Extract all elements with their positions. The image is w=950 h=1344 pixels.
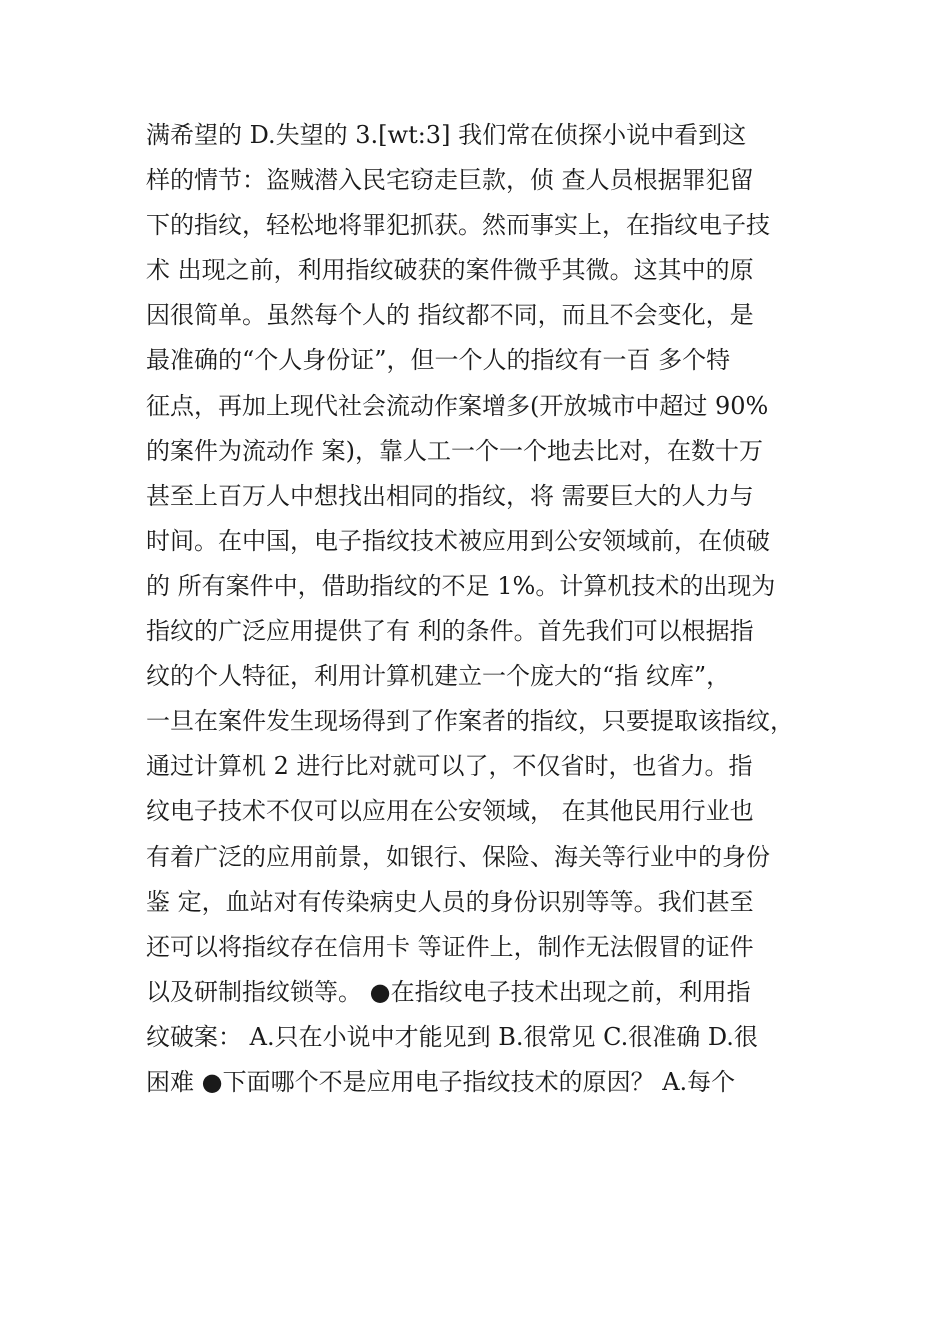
text-line: 因很简单。虽然每个人的 指纹都不同，而且不会变化，是 (146, 301, 754, 330)
text-line: 最准确的“个人身份证”，但一个人的指纹有一百 多个特 (146, 346, 731, 375)
text-line: 一旦在案件发生现场得到了作案者的指纹，只要提取该指纹， (146, 707, 794, 736)
text-line: 的 所有案件中，借助指纹的不足 1%。计算机技术的出现为 (146, 571, 776, 600)
text-line: 困难 ●下面哪个不是应用电子指纹技术的原因？ A.每个 (146, 1067, 736, 1096)
text-line: 甚至上百万人中想找出相同的指纹，将 需要巨大的人力与 (146, 481, 754, 510)
text-line: 指纹的广泛应用提供了有 利的条件。首先我们可以根据指 (146, 617, 754, 646)
text-line: 以及研制指纹锁等。 ●在指纹电子技术出现之前，利用指 (146, 977, 751, 1006)
text-line: 样的情节：盗贼潜入民宅窃走巨款，侦 查人员根据罪犯留 (146, 166, 754, 195)
text-line: 征点，再加上现代社会流动作案增多(开放城市中超过 90% (146, 391, 769, 420)
text-line: 纹的个人特征，利用计算机建立一个庞大的“指 纹库”， (146, 662, 731, 691)
text-line: 时间。在中国，电子指纹技术被应用到公安领域前，在侦破 (146, 526, 770, 555)
text-line: 还可以将指纹存在信用卡 等证件上，制作无法假冒的证件 (146, 932, 754, 961)
text-line: 鉴 定，血站对有传染病史人员的身份识别等等。我们甚至 (146, 887, 754, 916)
text-line: 有着广泛的应用前景，如银行、保险、海关等行业中的身份 (146, 842, 770, 871)
text-line: 满希望的 D.失望的 3.[wt:3] 我们常在侦探小说中看到这 (146, 121, 747, 149)
text-line: 纹破案： A.只在小说中才能见到 B.很常见 C.很准确 D.很 (146, 1022, 758, 1051)
text-line: 术 出现之前，利用指纹破获的案件微乎其微。这其中的原 (146, 256, 754, 285)
text-line: 通过计算机 2 进行比对就可以了，不仅省时，也省力。指 (146, 752, 753, 781)
passage-text (146, 113, 826, 1105)
text-line: 下的指纹，轻松地将罪犯抓获。然而事实上，在指纹电子技 (146, 211, 770, 240)
text-line: 纹电子技术不仅可以应用在公安领域， 在其他民用行业也 (146, 797, 754, 826)
text-line: 的案件为流动作 案)，靠人工一个一个地去比对，在数十万 (146, 436, 763, 465)
